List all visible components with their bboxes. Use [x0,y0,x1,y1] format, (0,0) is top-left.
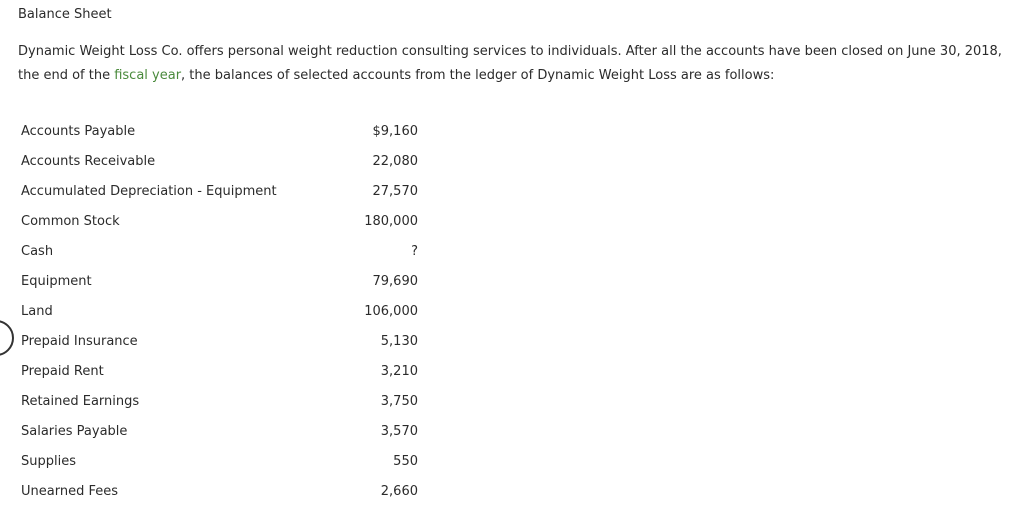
account-amount: 79,690 [372,273,418,289]
table-row [21,176,421,206]
account-name: Supplies [21,453,76,469]
account-name: Accounts Receivable [21,153,156,169]
account-amount: 2,660 [380,483,418,499]
account-name: Prepaid Insurance [21,333,138,349]
account-name: Salaries Payable [21,423,128,439]
account-name: Retained Earnings [21,393,140,409]
account-name: Cash [21,243,54,259]
intro-text-before: Dynamic Weight Loss Co. offers personal weight reduction consulting services to individuals. After all the accounts have been closed on June 30, 2018, the end of the [18,44,1002,83]
account-amount: 27,570 [372,183,418,199]
page-title: Balance Sheet [18,7,112,22]
account-name: Accumulated Depreciation - Equipment [21,183,277,199]
account-name: Equipment [21,273,92,289]
table-row [21,356,421,386]
problem-description [18,40,1008,88]
fiscal-year-link[interactable]: fiscal year [114,68,182,83]
account-name: Land [21,303,53,319]
account-name: Unearned Fees [21,483,118,499]
table-row [21,416,421,446]
table-row [21,146,421,176]
account-name: Common Stock [21,213,120,229]
table-row [21,296,421,326]
account-amount: ? [411,243,418,259]
table-row [21,116,421,146]
table-row [21,326,421,356]
account-amount: 5,130 [380,333,418,349]
table-row [21,446,421,476]
account-amount: 106,000 [364,303,418,319]
account-amount: 3,210 [380,363,418,379]
account-name: Accounts Payable [21,123,136,139]
account-name: Prepaid Rent [21,363,104,379]
account-amount: $9,160 [372,123,418,139]
account-amount: 180,000 [364,213,418,229]
account-amount: 22,080 [372,153,418,169]
account-amount: 550 [393,453,418,469]
intro-text-after: , the balances of selected accounts from the ledger of Dynamic Weight Loss are as follows: [181,68,775,83]
circle-marker-icon [0,320,14,356]
table-row [21,236,421,266]
table-row [21,206,421,236]
table-row [21,266,421,296]
ledger-balances-table [21,116,421,506]
account-amount: 3,570 [380,423,418,439]
table-row [21,476,421,506]
table-row [21,386,421,416]
account-amount: 3,750 [380,393,418,409]
